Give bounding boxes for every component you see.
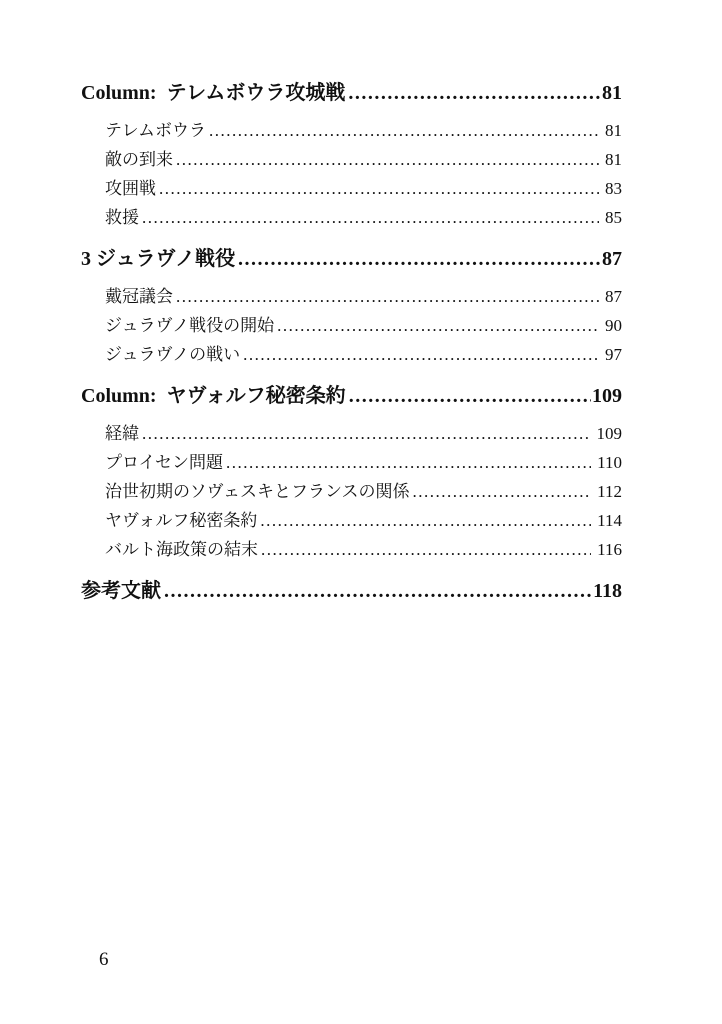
toc-entry-label: 治世初期のソヴェスキとフランスの関係 (105, 482, 410, 501)
toc-entry-label: 戴冠議会 (105, 287, 173, 306)
toc-entry (81, 448, 622, 477)
toc-entry (81, 506, 622, 535)
toc-entry (81, 477, 622, 506)
toc-entry-page: 97 (605, 345, 622, 364)
leader-dots (261, 535, 591, 564)
leader-dots (260, 506, 591, 535)
toc-entry (81, 282, 622, 311)
toc-entry-page: 85 (605, 208, 622, 227)
leader-dots (277, 311, 599, 340)
toc-entry-page: 81 (602, 82, 622, 104)
toc-entry (81, 174, 622, 203)
toc-entry-heading (81, 80, 622, 106)
toc-entry (81, 116, 622, 145)
toc-entry-heading (81, 383, 622, 409)
leader-dots (176, 145, 599, 174)
leader-dots (142, 203, 599, 232)
leader-dots (159, 174, 599, 203)
toc-entry (81, 311, 622, 340)
toc-entry (81, 203, 622, 232)
toc-entry (81, 145, 622, 174)
leader-dots (164, 578, 592, 604)
toc-entry (81, 340, 622, 369)
leader-dots (209, 116, 599, 145)
toc-entry-page: 87 (605, 287, 622, 306)
toc-entry-label: 攻囲戦 (105, 179, 156, 198)
toc-entry-heading (81, 246, 622, 272)
toc-entry-page: 109 (596, 424, 622, 443)
leader-dots (412, 477, 591, 506)
toc-entry-label: テレムボウラ (105, 121, 206, 140)
toc-entry-page: 81 (605, 150, 622, 169)
toc-entry-label: ジュラヴノ戦役の開始 (105, 316, 275, 335)
toc-entry-page: 109 (592, 385, 622, 407)
toc-entry-label: 経緯 (105, 424, 139, 443)
leader-dots (349, 383, 591, 409)
toc-entry-label: プロイセン問題 (105, 453, 223, 472)
toc-entry-page: 118 (593, 580, 622, 602)
toc-entry-label: 敵の到来 (105, 150, 173, 169)
leader-dots (243, 340, 599, 369)
toc-entry-label: バルト海政策の結末 (105, 540, 258, 559)
toc-entry-page: 83 (605, 179, 622, 198)
table-of-contents (81, 80, 622, 614)
toc-entry-label: 救援 (105, 208, 139, 227)
toc-entry-page: 114 (597, 511, 622, 530)
toc-entry-label: 3 ジュラヴノ戦役 (81, 248, 235, 270)
leader-dots (238, 246, 601, 272)
page-number: 6 (99, 949, 109, 970)
toc-entry-page: 116 (597, 540, 622, 559)
toc-entry-page: 90 (605, 316, 622, 335)
toc-entry-page: 87 (602, 248, 622, 270)
toc-entry-label: ジュラヴノの戦い (105, 345, 241, 364)
toc-entry-label: 参考文献 (81, 580, 161, 602)
toc-entry-label: ヤヴォルフ秘密条約 (105, 511, 258, 530)
toc-entry-heading (81, 578, 622, 604)
leader-dots (226, 448, 591, 477)
toc-entry (81, 535, 622, 564)
leader-dots (142, 419, 591, 448)
toc-entry (81, 419, 622, 448)
leader-dots (348, 80, 601, 106)
toc-entry-page: 112 (597, 482, 622, 501)
toc-entry-label: Column: ヤヴォルフ秘密条約 (81, 385, 346, 407)
leader-dots (176, 282, 599, 311)
toc-entry-page: 110 (597, 453, 622, 472)
toc-entry-label: Column: テレムボウラ攻城戦 (81, 82, 346, 104)
toc-entry-page: 81 (605, 121, 622, 140)
